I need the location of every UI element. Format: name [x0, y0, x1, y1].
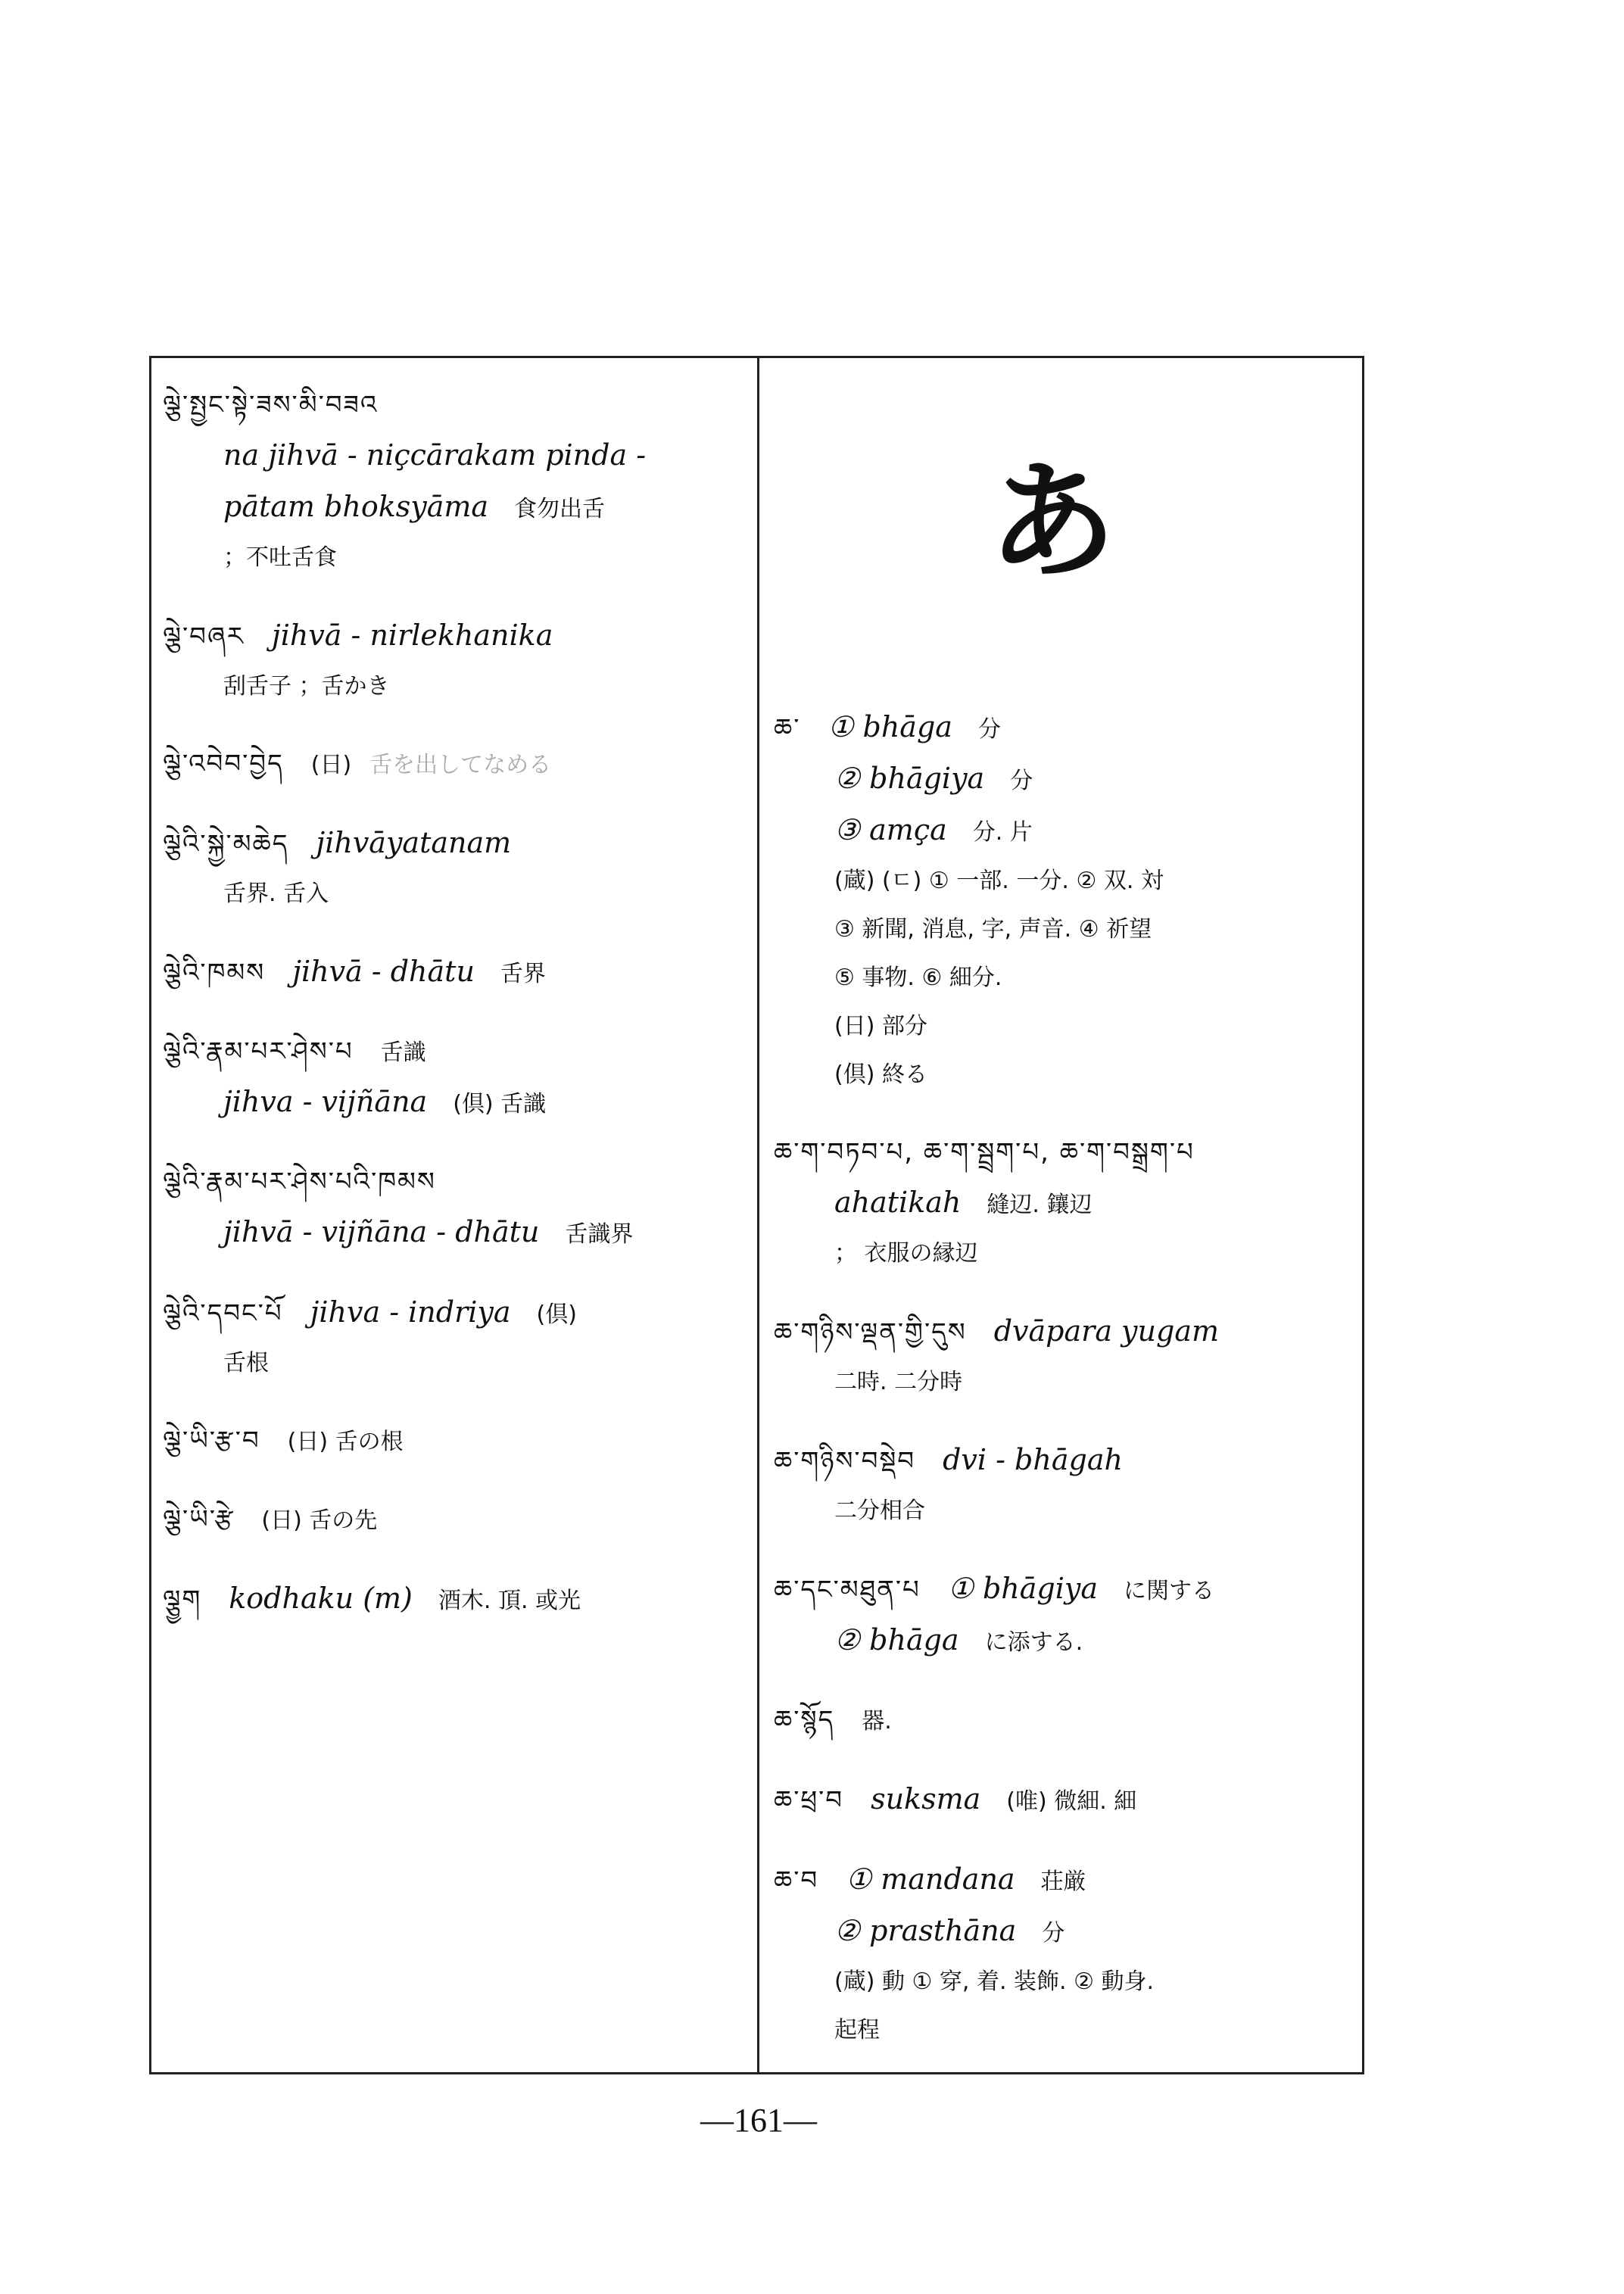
entry-line	[163, 949, 746, 1000]
tibetan-headword: ལྕེ་སྤྱང་སྟེ་ཟས་མི་བཟའ	[163, 390, 379, 420]
entry-line	[163, 432, 746, 484]
entry-line	[163, 1209, 746, 1261]
entry-line	[774, 2008, 1357, 2056]
right-column	[774, 704, 1357, 2085]
entry-line	[774, 1004, 1357, 1052]
japanese-gloss: 二分相合	[834, 1498, 925, 1524]
entry-line	[163, 664, 746, 712]
entry-line	[163, 484, 746, 535]
dictionary-entry	[774, 1856, 1357, 2056]
entry-line	[163, 1289, 746, 1341]
japanese-gloss: (蔵) (ㄷ) ① 一部. 一分. ② 双. 対	[834, 868, 1164, 894]
sanskrit-equivalent: ① mandana	[846, 1862, 1015, 1896]
sanskrit-equivalent: jihva - indriya	[310, 1295, 511, 1329]
japanese-gloss: 食勿出舌	[514, 496, 606, 522]
entry-line	[774, 1130, 1357, 1180]
entry-line	[163, 1159, 746, 1209]
tibetan-headword: ཆ་བ	[774, 1865, 819, 1896]
entry-line	[163, 1029, 746, 1079]
entry-line	[774, 1488, 1357, 1537]
sanskrit-equivalent: jihvāyatanam	[316, 826, 512, 859]
entry-line	[774, 1617, 1357, 1669]
entry-line	[774, 1697, 1357, 1747]
sanskrit-equivalent: suksma	[871, 1782, 981, 1816]
japanese-gloss: 舌識	[380, 1039, 426, 1066]
entry-line	[774, 1566, 1357, 1617]
entry-line	[774, 1959, 1357, 2008]
entry-line	[163, 741, 746, 791]
dictionary-entry	[163, 612, 746, 712]
column-divider	[757, 357, 759, 2073]
entry-line	[774, 1180, 1357, 1231]
dictionary-entry	[163, 1159, 746, 1261]
sanskrit-equivalent: ② bhāgiya	[834, 762, 985, 795]
left-column	[163, 382, 746, 1656]
dictionary-entry	[163, 741, 746, 791]
sanskrit-equivalent: jihvā - dhātu	[292, 955, 475, 988]
japanese-gloss: (日) 部分	[834, 1013, 927, 1039]
dictionary-entry	[163, 1029, 746, 1130]
japanese-gloss: (日) 舌の根	[287, 1429, 404, 1455]
japanese-gloss: 舌根	[223, 1350, 269, 1376]
entry-line	[774, 907, 1357, 955]
entry-line	[774, 1908, 1357, 1959]
japanese-gloss: に関する	[1124, 1578, 1215, 1604]
entry-line	[163, 1341, 746, 1389]
dictionary-entry	[163, 1289, 746, 1389]
sanskrit-equivalent: jihvā - nirlekhanika	[271, 619, 553, 652]
sanskrit-equivalent: ② bhāga	[834, 1623, 959, 1657]
dictionary-entry	[163, 1576, 746, 1627]
page-number: —161—	[700, 2102, 817, 2139]
japanese-gloss: (唯) 微細. 細	[1006, 1788, 1137, 1815]
japanese-gloss: 荘厳	[1040, 1869, 1086, 1895]
tibetan-headword: ལྕེའི་ཁམས	[163, 958, 266, 988]
japanese-gloss: 縫辺. 鑲辺	[987, 1192, 1093, 1218]
japanese-gloss: (倶) 終る	[834, 1061, 927, 1088]
japanese-gloss: (倶)	[536, 1301, 577, 1328]
dictionary-entry	[774, 1776, 1357, 1828]
entry-line	[163, 820, 746, 871]
japanese-gloss: (日) 舌の先	[261, 1507, 378, 1534]
entry-line	[163, 612, 746, 664]
japanese-gloss: 舌界. 舌入	[223, 881, 329, 907]
japanese-gloss: 刮舌子 ；舌かき	[223, 673, 390, 700]
entry-line	[163, 1497, 746, 1547]
japanese-gloss: に添する.	[984, 1629, 1083, 1656]
tibetan-headword: ལྕེ་ཡི་རྩ་བ	[163, 1426, 260, 1456]
japanese-gloss: ； 衣服の縁辺	[834, 1240, 978, 1267]
tibetan-headword: ལྕེ་འབེབ་བྱེད	[163, 749, 284, 779]
japanese-gloss: (蔵) 動 ① 穿, 着. 装飾. ② 動身.	[834, 1968, 1155, 1995]
japanese-gloss: ③ 新聞, 消息, 字, 声音. ④ 祈望	[834, 916, 1152, 943]
tibetan-headword: ལྕེའི་སྐྱེ་མཆེད	[163, 829, 289, 859]
sanskrit-equivalent: pātam bhoksyāma	[223, 490, 489, 523]
japanese-gloss: ⑤ 事物. ⑥ 細分.	[834, 965, 1002, 991]
sanskrit-equivalent: dvi - bhāgah	[943, 1443, 1123, 1476]
tibetan-headword: ཆ་གཉིས་བསྡེབ	[774, 1446, 916, 1476]
entry-line	[774, 756, 1357, 807]
entry-line	[163, 1418, 746, 1468]
tibetan-headword: ལྕེའི་རྣམ་པར་ཤེས་པ	[163, 1036, 354, 1067]
tibetan-headword: ཆ་དང་མཐུན་པ	[774, 1575, 921, 1605]
sanskrit-equivalent: jihvā - vijñāna - dhātu	[223, 1215, 540, 1248]
sanskrit-equivalent: kodhaku (m)	[229, 1582, 413, 1615]
japanese-gloss: 酒木. 頂. 或光	[438, 1588, 581, 1614]
dictionary-entry	[163, 820, 746, 920]
entry-line	[774, 955, 1357, 1004]
tibetan-headword: ཆ་ག་བཏབ་པ, ཆ་ག་སྦྲག་པ, ཆ་ག་བསྒྲག་པ	[774, 1137, 1195, 1167]
japanese-gloss: 起程	[834, 2017, 880, 2043]
sanskrit-equivalent: ② prasthāna	[834, 1914, 1017, 1947]
entry-line	[774, 1776, 1357, 1828]
dictionary-entry	[163, 1497, 746, 1547]
sanskrit-equivalent: ① bhāga	[828, 710, 952, 743]
entry-line	[774, 1052, 1357, 1101]
entry-line	[774, 859, 1357, 907]
section-kana-heading: あ	[987, 447, 1117, 597]
tibetan-headword: ལྕྱག	[163, 1585, 202, 1615]
dictionary-entry	[774, 1697, 1357, 1747]
entry-line	[774, 1360, 1357, 1408]
dictionary-entry	[774, 1130, 1357, 1279]
entry-line	[163, 1079, 746, 1130]
japanese-gloss: ；不吐舌食	[223, 544, 337, 571]
dictionary-entry	[774, 1437, 1357, 1537]
japanese-gloss: 分. 片	[972, 819, 1033, 846]
sanskrit-equivalent: ① bhāgiya	[947, 1572, 1099, 1605]
entry-line	[163, 382, 746, 432]
dictionary-entry	[774, 1566, 1357, 1669]
faint-gloss: 舌を出してなめる	[369, 752, 552, 778]
dictionary-entry	[163, 949, 746, 1000]
dictionary-entry	[774, 704, 1357, 1101]
sanskrit-equivalent: ahatikah	[834, 1186, 962, 1219]
tibetan-headword: ཆ་སྙོད	[774, 1705, 835, 1735]
japanese-gloss: 舌界	[500, 961, 546, 987]
sanskrit-equivalent: na jihvā - niçcārakam pinda -	[223, 438, 647, 472]
japanese-gloss: 器.	[862, 1708, 892, 1735]
entry-line	[774, 807, 1357, 859]
entry-line	[774, 1437, 1357, 1488]
entry-line	[163, 871, 746, 920]
entry-line	[774, 1856, 1357, 1908]
japanese-gloss: (倶) 舌識	[453, 1091, 547, 1117]
tibetan-headword: ལྕེའི་རྣམ་པར་ཤེས་པའི་ཁམས	[163, 1167, 436, 1197]
tibetan-headword: ཆ་	[774, 713, 801, 743]
entry-line	[774, 1231, 1357, 1279]
entry-line	[774, 1308, 1357, 1360]
entry-line	[163, 535, 746, 584]
tibetan-headword: ཆ་གཉིས་ལྡན་གྱི་དུས	[774, 1317, 967, 1348]
sanskrit-equivalent: jihva - vijñāna	[223, 1085, 428, 1118]
entry-line	[163, 1576, 746, 1627]
tibetan-headword: ལྕེ་བཞར	[163, 622, 245, 652]
sanskrit-equivalent: ③ amça	[834, 813, 947, 846]
dictionary-entry	[163, 1418, 746, 1468]
sanskrit-equivalent: dvāpara yugam	[993, 1314, 1220, 1348]
japanese-gloss: 二時. 二分時	[834, 1369, 963, 1395]
japanese-gloss: 分	[1042, 1920, 1065, 1946]
entry-line	[774, 704, 1357, 756]
dictionary-entry	[774, 1308, 1357, 1408]
japanese-gloss: 舌識界	[565, 1221, 634, 1248]
dictionary-entry	[163, 382, 746, 584]
japanese-gloss: 分	[1010, 768, 1033, 794]
japanese-gloss: (日)	[310, 752, 352, 778]
tibetan-headword: ལྕེ་ཡི་རྩེ	[163, 1504, 235, 1535]
japanese-gloss: 分	[977, 716, 1001, 743]
tibetan-headword: ལྕེའི་དབང་པོ	[163, 1298, 283, 1329]
tibetan-headword: ཆ་ཕྲ་བ	[774, 1785, 844, 1816]
